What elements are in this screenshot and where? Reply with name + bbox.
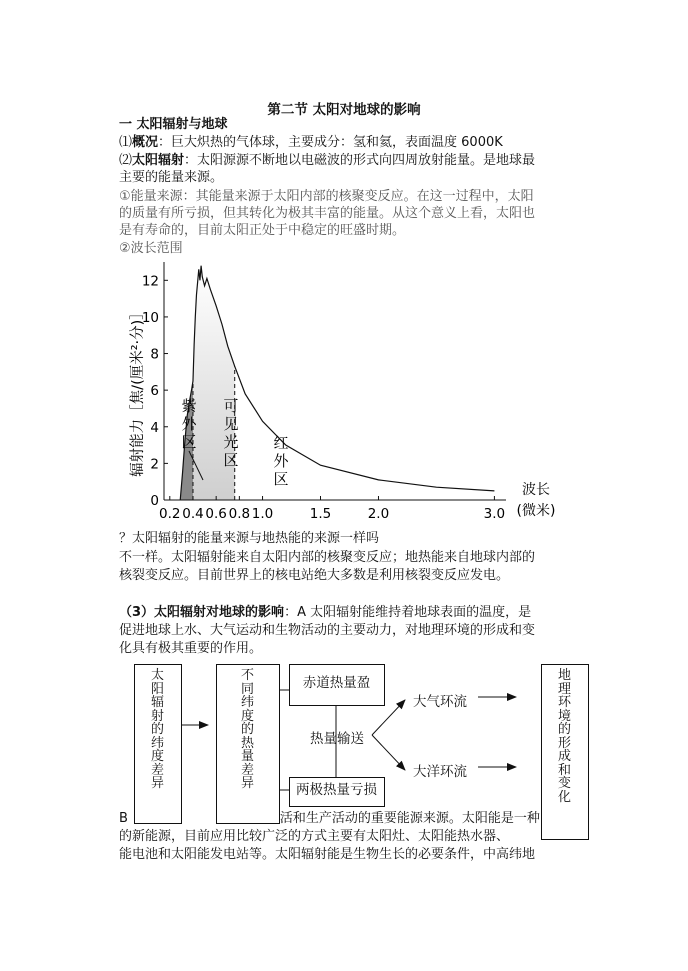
box-solar-latitude-text bbox=[135, 669, 180, 791]
box-solar-char: 的 bbox=[150, 722, 164, 737]
box-solar-char: 太 bbox=[150, 668, 164, 683]
item-text: ：太阳源源不断地以电磁波的形式向四周放射能量。是地球最 bbox=[184, 153, 536, 168]
box-heat-char: 同 bbox=[240, 681, 254, 697]
wavelength-heading: ②波长范围 bbox=[119, 241, 183, 256]
ocean-circulation-label: 大洋环流 bbox=[413, 764, 467, 780]
box-heat-char: 不 bbox=[240, 668, 254, 683]
box-solar-char: 异 bbox=[150, 776, 164, 791]
item-number: ⑴ bbox=[119, 135, 133, 150]
x-tick-label: 0.8 bbox=[228, 506, 251, 522]
visible-region-label: 区 bbox=[223, 451, 239, 469]
energy-source-line-3: 是有寿命的，目前太阳正处于中稳定的旺盛时期。 bbox=[119, 223, 406, 238]
atmosphere-circulation-label: 大气环流 bbox=[413, 694, 467, 710]
box-solar-latitude-difference bbox=[134, 664, 182, 824]
question-text: ？太阳辐射的能量来源与地热能的来源一样吗 bbox=[119, 531, 380, 546]
box-equator-surplus bbox=[289, 664, 385, 706]
ir-region-label: 区 bbox=[273, 470, 289, 488]
visible-region-label: 光 bbox=[223, 433, 239, 451]
box-environment-char: 形 bbox=[557, 735, 571, 751]
box-heat-difference bbox=[216, 664, 280, 824]
box-environment-char: 化 bbox=[557, 789, 571, 805]
box-solar-char: 射 bbox=[150, 708, 164, 724]
box-environment-char: 理 bbox=[557, 681, 571, 697]
item-number: ⑵ bbox=[119, 153, 133, 168]
box-heat-char: 异 bbox=[240, 776, 254, 791]
poles-label: 两极热量亏损 bbox=[296, 782, 377, 798]
x-tick-label: 2.0 bbox=[367, 506, 390, 522]
section-heading: 一 太阳辐射与地球 bbox=[119, 117, 228, 132]
box-heat-char: 热 bbox=[240, 735, 254, 751]
uv-region-label: 区 bbox=[181, 433, 197, 451]
box-solar-char: 辐 bbox=[150, 695, 164, 710]
energy-source-line-2: 的质量有所亏损，但其转化为极其丰富的能量。从这个意义上看，太阳也 bbox=[119, 206, 536, 221]
uv-region-label: 外 bbox=[181, 415, 197, 433]
box-poles-deficit bbox=[289, 777, 385, 807]
x-tick-label: 0.4 bbox=[182, 506, 204, 522]
y-tick-label: 0 bbox=[150, 493, 159, 509]
item-text: ：巨大炽热的气体球，主要成分：氢和氦，表面温度 6000K bbox=[158, 135, 503, 150]
paragraph-impact-line-3: 化具有极其重要的作用。 bbox=[119, 641, 263, 656]
paragraph-b-line-2: 的新能源，目前应用比较广泛的方式主要有太阳灶、太阳能热水器、 bbox=[119, 829, 510, 844]
answer-line-2: 核裂变反应。目前世界上的核电站绝大多数是利用核裂变反应发电。 bbox=[119, 568, 510, 583]
y-tick-label: 10 bbox=[141, 309, 159, 326]
item-label: 概况 bbox=[132, 135, 159, 150]
x-tick-label: 1.5 bbox=[309, 506, 332, 522]
x-axis-unit: (微米) bbox=[516, 503, 556, 519]
heat-transport-label: 热量输送 bbox=[310, 731, 364, 747]
y-tick-label: 6 bbox=[150, 383, 159, 400]
x-axis-label: 波长 bbox=[522, 482, 550, 498]
x-tick-label: 0.6 bbox=[205, 506, 227, 522]
y-tick-label: 8 bbox=[150, 346, 159, 363]
item-label: 太阳辐射 bbox=[132, 153, 185, 168]
visible-region-label: 可 bbox=[223, 397, 239, 415]
item-number: （3） bbox=[119, 605, 155, 620]
box-solar-char: 阳 bbox=[150, 681, 164, 697]
visible-region-label: 见 bbox=[223, 415, 239, 433]
page-title: 第二节 太阳对地球的影响 bbox=[267, 102, 421, 118]
para-b-start: B bbox=[119, 811, 128, 826]
box-heat-char: 的 bbox=[240, 722, 254, 737]
uv-region-label: 紫 bbox=[181, 397, 197, 415]
answer-line-1: 不一样。太阳辐射能来自太阳内部的核聚变反应；地热能来自地球内部的 bbox=[119, 550, 536, 565]
box-solar-char: 度 bbox=[150, 749, 164, 764]
box-environment-char: 变 bbox=[557, 776, 571, 791]
paragraph-b-line-3: 能电池和太阳能发电站等。太阳辐射能是生物生长的必要条件，中高纬地 bbox=[119, 847, 536, 862]
y-tick-label: 4 bbox=[150, 419, 159, 436]
x-tick-label: 1.0 bbox=[251, 506, 274, 522]
equator-label: 赤道热量盈 bbox=[302, 675, 371, 691]
y-axis-label: 辐射能力［焦/(厘米²·分)］ bbox=[130, 305, 146, 477]
box-solar-char: 纬 bbox=[150, 735, 164, 751]
box-environment-char: 环 bbox=[557, 695, 571, 710]
x-tick-label: 3.0 bbox=[483, 506, 506, 522]
box-heat-char: 量 bbox=[240, 749, 254, 764]
box-environment-char: 和 bbox=[557, 762, 571, 778]
ir-region-label: 红 bbox=[273, 434, 289, 452]
box-environment-char: 成 bbox=[557, 749, 571, 764]
box-solar-char: 差 bbox=[150, 762, 164, 778]
x-tick-label: 0.2 bbox=[159, 506, 181, 522]
box-heat-char: 纬 bbox=[240, 695, 254, 710]
energy-source-line-1: ①能量来源：其能量来源于太阳内部的核聚变反应。在这一过程中，太阳 bbox=[119, 189, 534, 204]
box-environment-char: 的 bbox=[557, 722, 571, 737]
paragraph-radiation-cont: 主要的能量来源。 bbox=[119, 170, 224, 185]
box-environment-char: 境 bbox=[557, 708, 571, 724]
box-environment-text bbox=[542, 669, 587, 804]
item-label: 太阳辐射对地球的影响 bbox=[154, 605, 285, 620]
box-heat-char: 度 bbox=[240, 708, 254, 724]
para-b-mid: 活和生产活动的重要能源来源。太阳能是一种 bbox=[279, 811, 540, 826]
item-text: ：A 太阳辐射能维持着地球表面的温度，是 bbox=[284, 605, 532, 620]
ir-region-label: 外 bbox=[273, 452, 289, 470]
box-environment-formation bbox=[541, 664, 589, 840]
box-heat-char: 差 bbox=[240, 762, 254, 778]
y-tick-label: 12 bbox=[141, 273, 159, 290]
paragraph-impact-line-2: 促进地球上水、大气运动和生物活动的主要动力，对地理环境的形成和变 bbox=[119, 623, 536, 638]
y-tick-label: 2 bbox=[150, 456, 159, 473]
box-heat-difference-text bbox=[217, 669, 278, 791]
box-environment-char: 地 bbox=[557, 668, 571, 683]
